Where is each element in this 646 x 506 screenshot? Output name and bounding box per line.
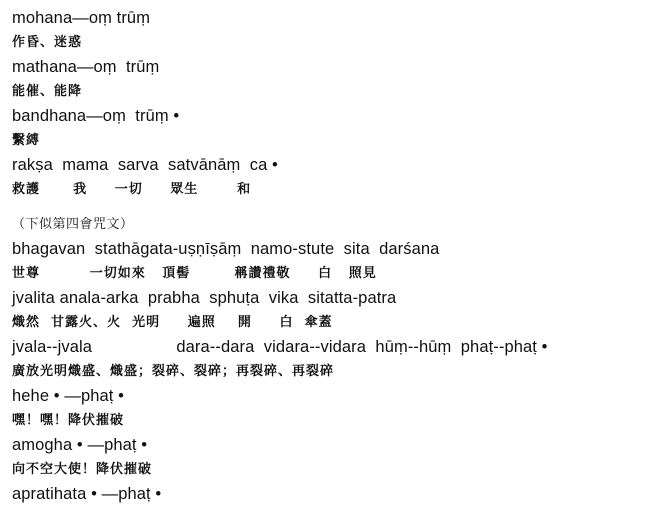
sanskrit-line: bandhana—oṃ trūṃ • [12,107,180,125]
sanskrit-line: amogha • —phaṭ • [12,436,148,454]
sanskrit-line: rakṣa mama sarva satvānāṃ ca • [12,156,278,174]
sanskrit-line: jvalita anala-arka prabha sphuṭa vika sitatta-patra [12,289,397,307]
sanskrit-line: mathana—oṃ trūṃ [12,58,160,76]
sanskrit-line: apratihata • —phaṭ • [12,485,162,503]
chinese-gloss-line: 向不空大使！降伏摧破 [12,462,153,477]
chinese-gloss-line: 繫縛 [12,133,41,148]
chinese-gloss-line: 世尊 一切如來 頂髻 稱讚禮敬 白 照見 [12,266,377,281]
section-gap [12,202,642,212]
sanskrit-line: mohana—oṃ trūṃ [12,9,151,27]
chinese-gloss-line: 嘿！嘿！降伏摧破 [12,413,125,428]
section-note: （下似第四會咒文） [12,217,134,232]
chinese-gloss-line: 熾然 甘露火、火 光明 遍照 開 白 傘蓋 [12,315,333,330]
chinese-gloss-line: 能催、能降 [12,84,83,99]
scripture-text [12,6,642,506]
sanskrit-line: jvala--jvala dara--dara vidara--vidara hūṃ--hūṃ phaṭ--phaṭ • [12,338,548,356]
sanskrit-line: bhagavan stathāgata-uṣṇīṣāṃ namo-stute sita darśana [12,240,440,258]
chinese-gloss-line: 廣放光明熾盛、熾盛；裂碎、裂碎；再裂碎、再裂碎 [12,364,335,379]
chinese-gloss-line: 作昏、迷惑 [12,35,83,50]
chinese-gloss-line: 救護 我 一切 眾生 和 [12,182,252,197]
sanskrit-line: hehe • —phaṭ • [12,387,125,405]
